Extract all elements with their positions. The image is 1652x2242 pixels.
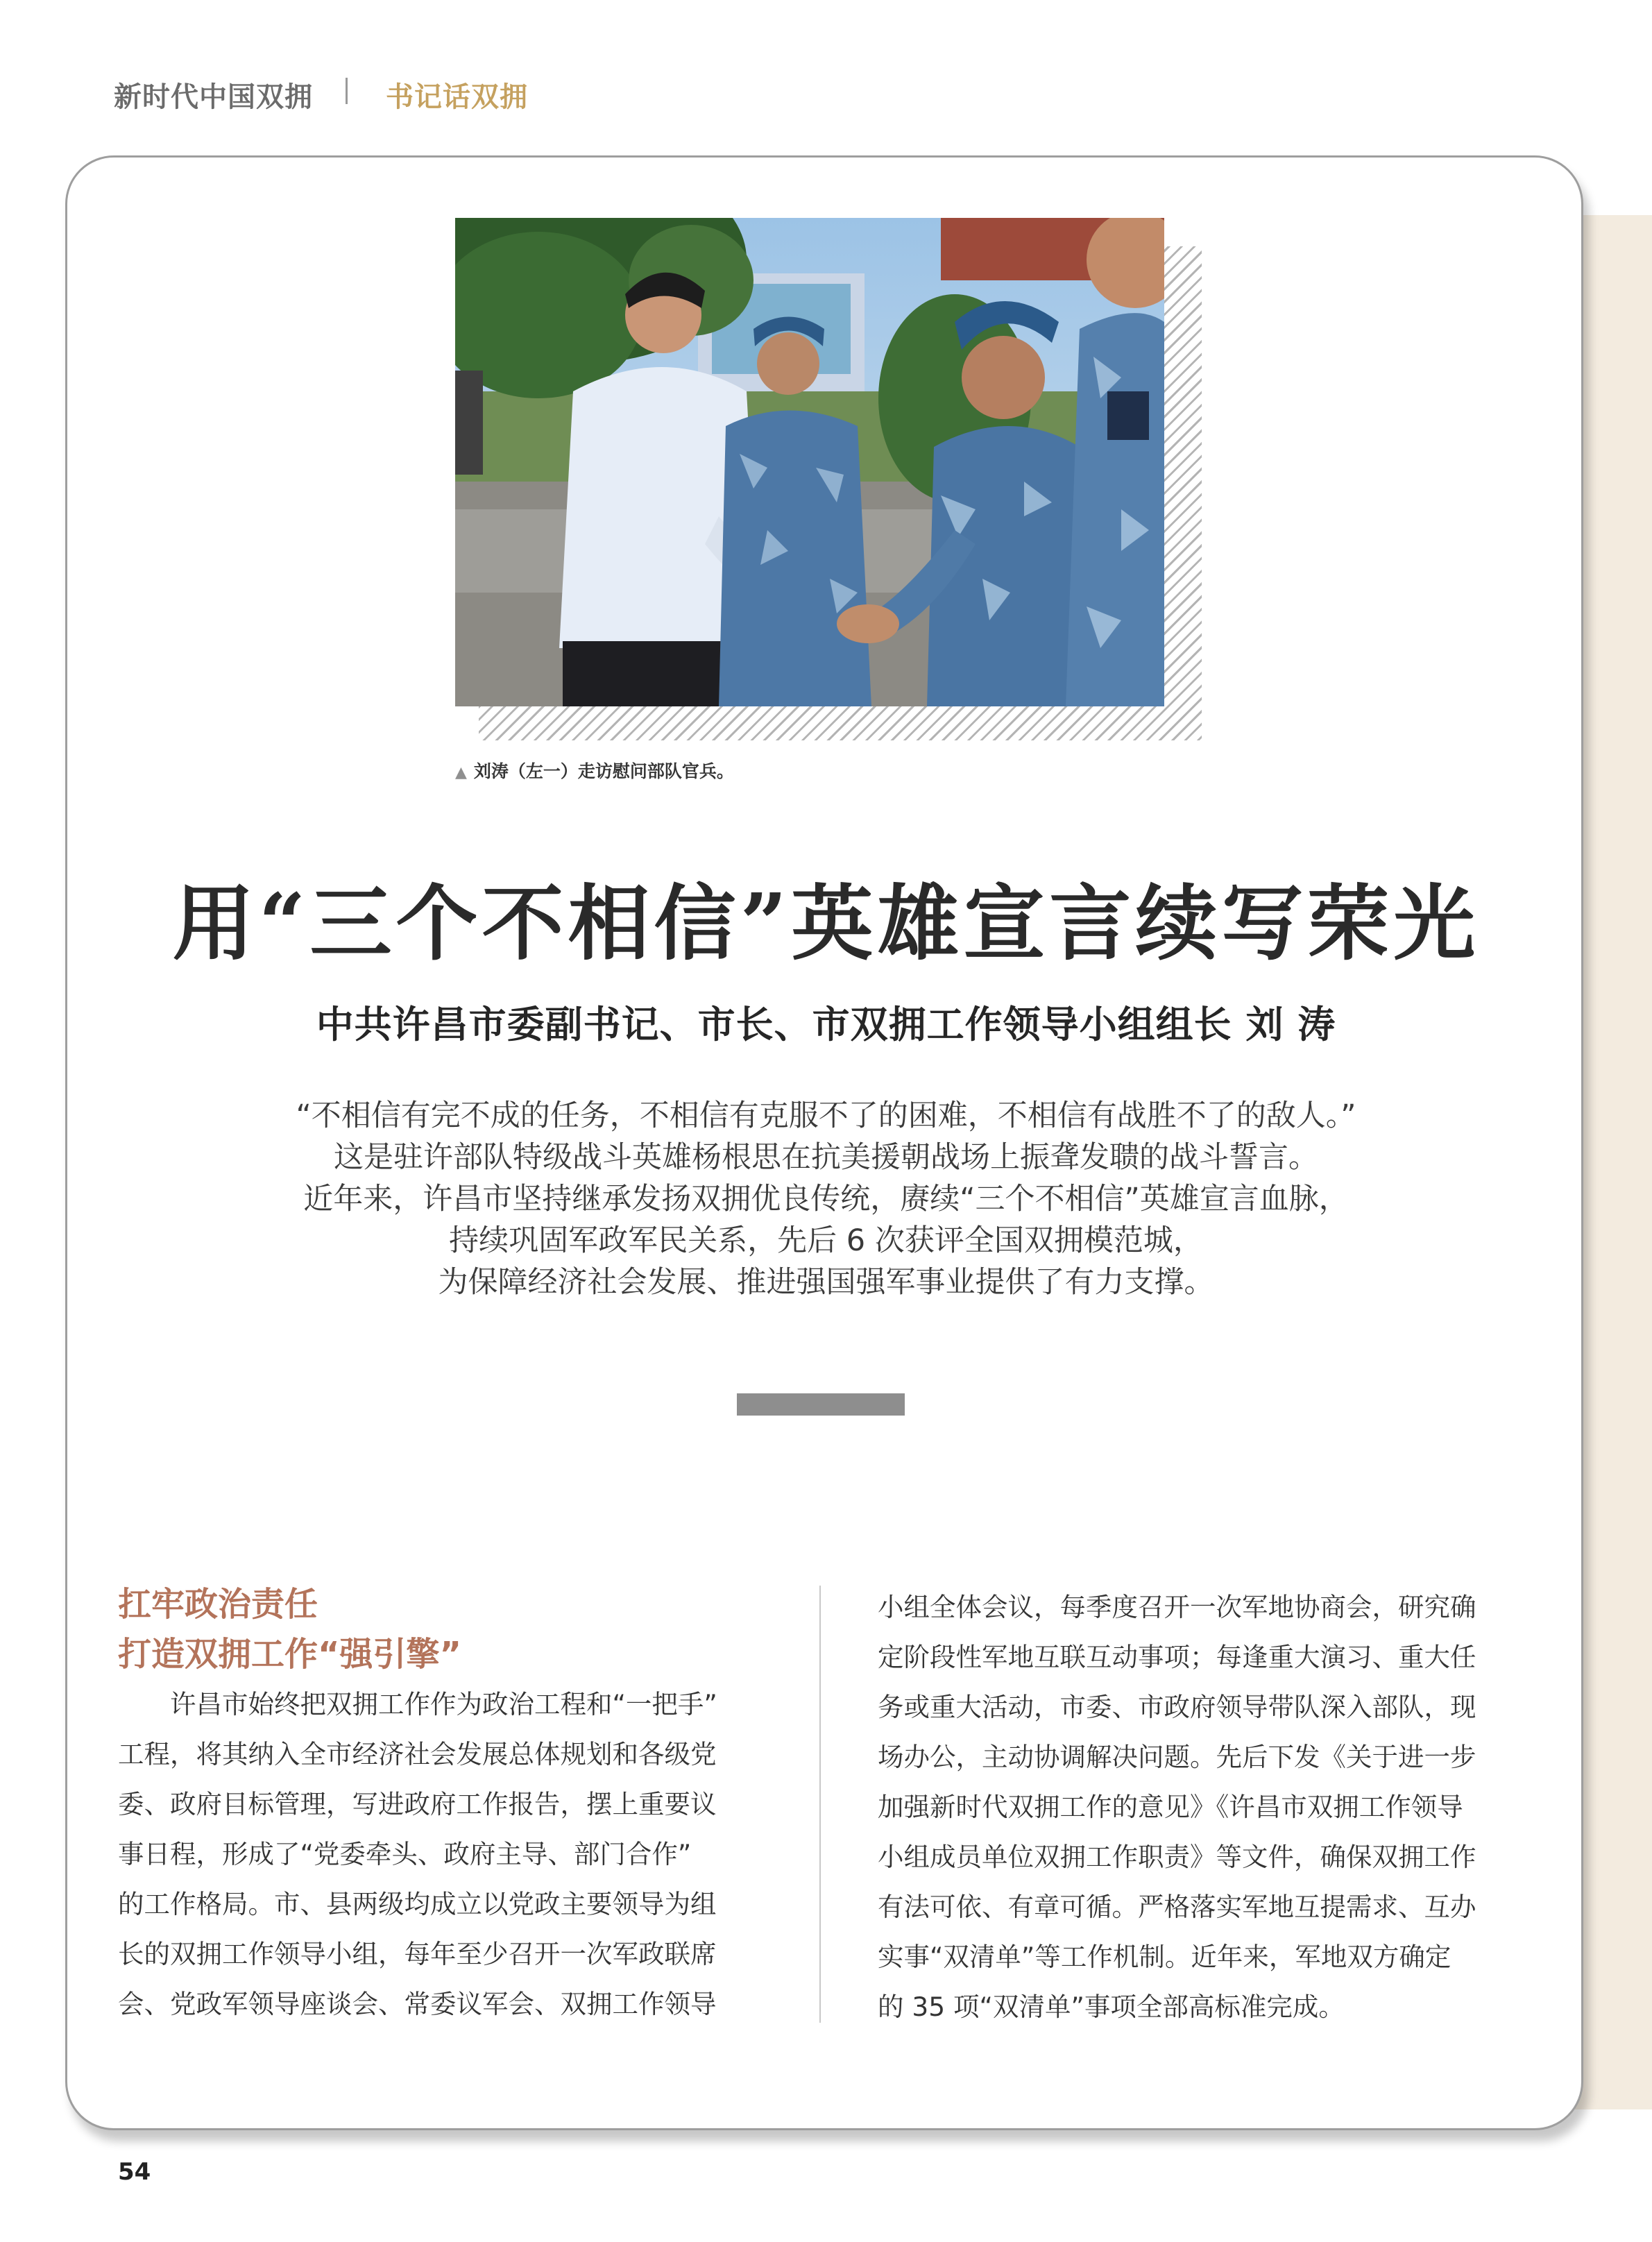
body-line: 小组全体会议，每季度召开一次军地协商会，研究确: [878, 1592, 1476, 1622]
article-photo: [455, 218, 1164, 706]
body-line: 的 35 项“双清单”事项全部高标准完成。: [878, 1992, 1345, 2022]
body-line: 的工作格局。市、县两级均成立以党政主要领导为组: [118, 1889, 717, 1919]
magazine-section-label: 新时代中国双拥: [114, 81, 313, 113]
triangle-marker-icon: ▲: [455, 764, 467, 781]
body-line: 会、党政军领导座谈会、常委议军会、双拥工作领导: [118, 1989, 717, 2019]
body-column-left: [118, 1679, 770, 2029]
section-heading-line: 扛牢政治责任: [118, 1585, 318, 1624]
body-line: 有法可依、有章可循。严格落实军地互提需求、互办: [878, 1892, 1476, 1922]
body-line: 定阶段性军地互联互动事项；每逢重大演习、重大任: [878, 1642, 1476, 1672]
body-line: 实事“双清单”等工作机制。近年来，军地双方确定: [878, 1942, 1451, 1972]
intro-line: “不相信有完不成的任务，不相信有克服不了的困难，不相信有战胜不了的敌人。”: [296, 1098, 1356, 1133]
intro-line: 为保障经济社会发展、推进强国强军事业提供了有力支撑。: [438, 1265, 1214, 1300]
section-heading: [118, 1579, 461, 1679]
background-panel: [1575, 215, 1652, 2109]
article-title: 用“三个不相信”英雄宣言续写荣光: [172, 875, 1480, 971]
column-rule: [819, 1586, 821, 2023]
author-byline: 中共许昌市委副书记、市长、市双拥工作领导小组组长 刘 涛: [316, 1003, 1336, 1046]
body-line: 小组成员单位双拥工作职责》等文件，确保双拥工作: [878, 1842, 1476, 1872]
body-line: 许昌市始终把双拥工作作为政治工程和“一把手”: [118, 1689, 717, 1719]
header-divider: [346, 78, 348, 104]
body-line: 场办公，主动协调解决问题。先后下发《关于进一步: [878, 1742, 1476, 1772]
intro-line: 近年来，许昌市坚持继承发扬双拥优良传统，赓续“三个不相信”英雄宣言血脉，: [303, 1182, 1349, 1216]
article-intro: [139, 1095, 1513, 1303]
body-line: 务或重大活动，市委、市政府领导带队深入部队，现: [878, 1692, 1476, 1722]
intro-line: 持续巩固军政军民关系，先后 6 次获评全国双拥模范城，: [449, 1223, 1203, 1258]
section-divider: [737, 1393, 905, 1416]
column-label: 书记话双拥: [386, 81, 528, 113]
photo-caption-text: 刘涛（左一）走访慰问部队官兵。: [473, 761, 734, 781]
body-line: 加强新时代双拥工作的意见》《许昌市双拥工作领导: [878, 1792, 1463, 1822]
body-line: 工程，将其纳入全市经济社会发展总体规划和各级党: [118, 1739, 717, 1769]
body-line: 长的双拥工作领导小组，每年至少召开一次军政联席: [118, 1939, 717, 1969]
section-heading-line: 打造双拥工作“强引擎”: [118, 1635, 462, 1674]
body-line: 事日程，形成了“党委牵头、政府主导、部门合作”: [118, 1839, 692, 1869]
page-number: 54: [118, 2158, 151, 2186]
body-column-right: [878, 1582, 1530, 2032]
intro-line: 这是驻许部队特级战斗英雄杨根思在抗美援朝战场上振聋发聩的战斗誓言。: [334, 1140, 1318, 1175]
photo-caption: [455, 758, 734, 783]
body-line: 委、政府目标管理，写进政府工作报告，摆上重要议: [118, 1789, 717, 1819]
